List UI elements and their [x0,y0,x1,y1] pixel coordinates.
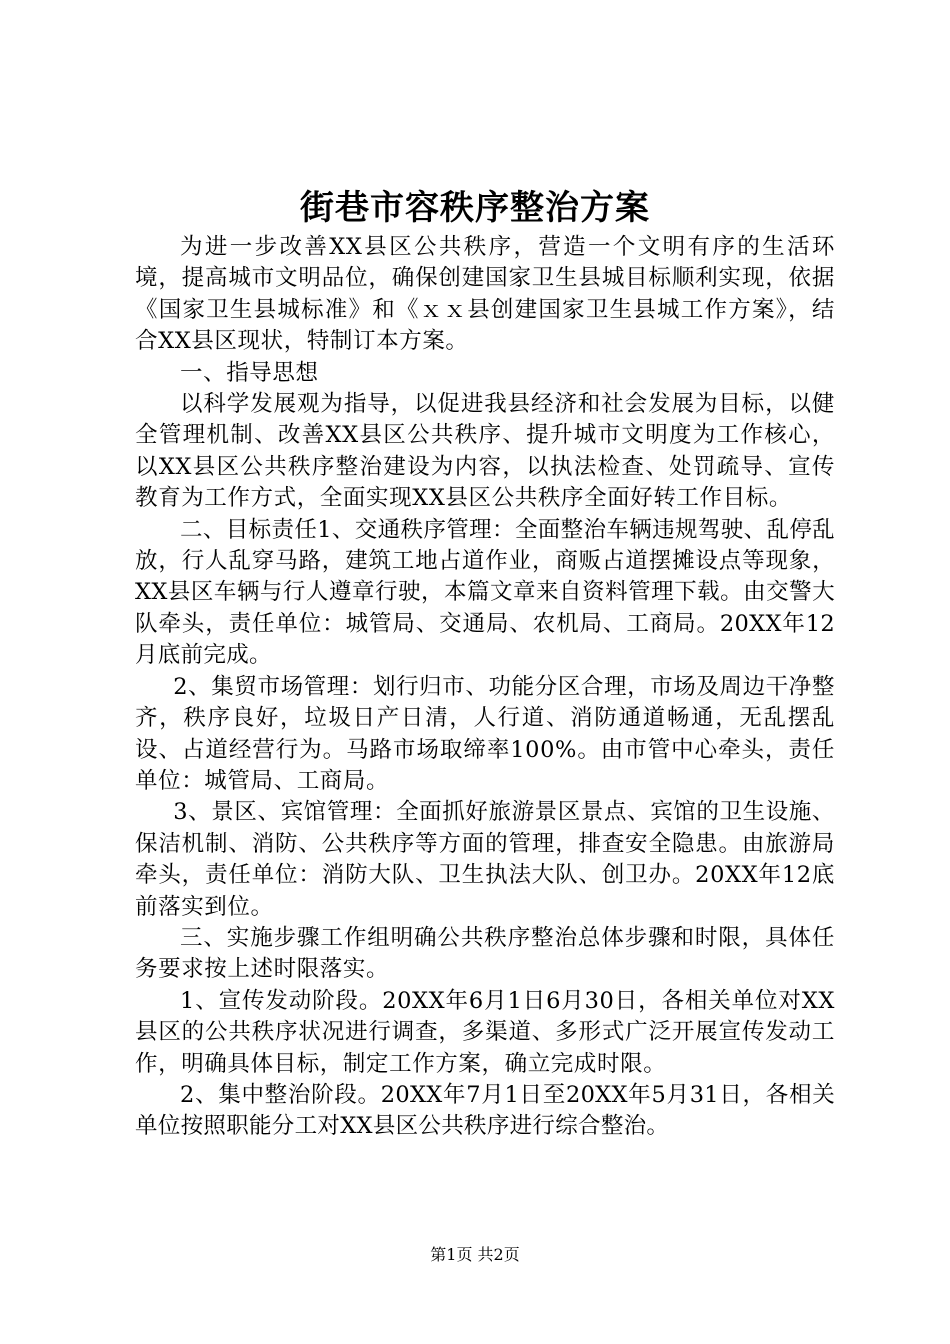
document-title: 街巷市容秩序整治方案 [300,188,650,228]
section-heading-guiding-thought: 一、指导思想 [180,359,319,386]
market-management-paragraph: 2、集贸市场管理：划行归市、功能分区合理，市场及周边干净整齐，秩序良好，垃圾日产日清，人行道、消防通道畅通，无乱摆乱设、占道经营行为。马路市场取缔率100%。由市管中心牵头，责任单位：城管局、工商局。 [135,673,835,794]
target-responsibility-paragraph: 二、目标责任1、交通秩序管理：全面整治车辆违规驾驶、乱停乱放，行人乱穿马路，建筑工地占道作业，商贩占道摆摊设点等现象，XX县区车辆与行人遵章行驶，本篇文章来自资料管理下载。由交警大队牵头，责任单位：城管局、交通局、农机局、工商局。20XX年12月底前完成。 [135,516,835,669]
document-body [135,232,835,1143]
guiding-thought-paragraph: 以科学发展观为指导，以促进我县经济和社会发展为目标，以健全管理机制、改善XX县区公共秩序、提升城市文明度为工作核心，以XX县区公共秩序整治建设为内容，以执法检查、处罚疏导、宣传教育为工作方式，全面实现XX县区公共秩序全面好转工作目标。 [135,391,835,512]
intro-paragraph: 为进一步改善XX县区公共秩序，营造一个文明有序的生活环境，提高城市文明品位，确保创建国家卫生县城目标顺利实现，依据《国家卫生县城标准》和《ｘｘ县创建国家卫生县城工作方案》，结合XX县区现状，特制订本方案。 [135,234,835,355]
implementation-steps-paragraph: 三、实施步骤工作组明确公共秩序整治总体步骤和时限，具体任务要求按上述时限落实。 [135,924,835,983]
page-footer: 第1页 共2页 [430,1245,520,1264]
concentrated-rectification-paragraph: 2、集中整治阶段。20XX年7月1日至20XX年5月31日，各相关单位按照职能分工对XX县区公共秩序进行综合整治。 [135,1081,835,1140]
publicity-stage-paragraph: 1、宣传发动阶段。20XX年6月1日6月30日，各相关单位对XX县区的公共秩序状况进行调查，多渠道、多形式广泛开展宣传发动工作，明确具体目标，制定工作方案，确立完成时限。 [135,987,835,1077]
scenic-hotel-management-paragraph: 3、景区、宾馆管理：全面抓好旅游景区景点、宾馆的卫生设施、保洁机制、消防、公共秩序等方面的管理，排查安全隐患。由旅游局牵头，责任单位：消防大队、卫生执法大队、创卫办。20XX年12底前落实到位。 [135,799,835,920]
